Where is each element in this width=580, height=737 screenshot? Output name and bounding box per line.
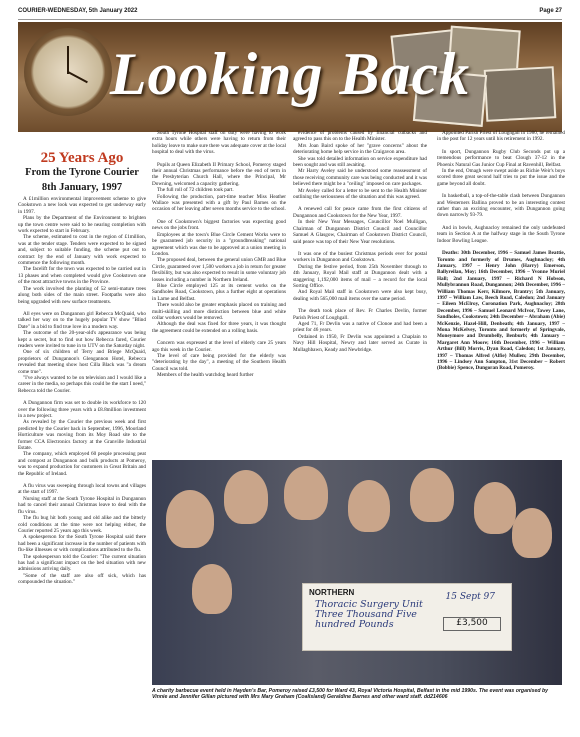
paragraph: Ordained in 1950, Fr Devlin was appointed a Chaplain to Navy Hill Hospital, Newry and later served as Curate in Mullaghbawn, Keady and Newbridge. <box>293 333 427 353</box>
page-header <box>18 6 562 20</box>
column-3 <box>293 130 427 353</box>
paragraph: evidence of problems caused by financial cutbacks and agreed to pass this on to the Health Minister. <box>293 130 427 143</box>
paragraph: "I've always wanted to be on television and I would like a career in the media, so perhaps this could be the start I need," Rebecca told the Courier. <box>18 374 146 394</box>
header-page-number: Page 27 <box>539 8 562 14</box>
cheque-amount: £3,500 <box>443 617 501 631</box>
paragraph: The full roll of 72 children took part. <box>157 187 234 194</box>
paragraph: A flu virus was sweeping through local towns and villages at the start of 1997. <box>18 483 146 496</box>
paragraph: Aged 71, Fr Devlin was a native of Clonoe and had been a priest for 46 years. <box>293 320 427 334</box>
paragraph: A spokesperson for the South Tyrone Hospital said there had been a significant increase in the number of patients with flu-like illnesses or with complications attributed to the flu. <box>18 534 146 554</box>
paragraph: Plans by the Department of the Environment to brighten up the town centre were said to be nearing completion with work expected to start in February. <box>18 215 146 235</box>
paragraph: South Tyrone Hospital staff on duty were having to work extra hours while others were having to return from their holiday leave to make sure there was adequate cover at the local hospital to deal with the virus. <box>152 130 286 156</box>
cheque-bank-label: NORTHERN <box>309 588 355 597</box>
paragraph: Blue Circle employed 125 at its cement works on the Sandholes Road, Cookstown, plus a further eight at operations in Larne and Belfast. <box>152 282 286 302</box>
charity-photo <box>152 460 562 685</box>
paragraph: Nursing staff at the South Tyrone Hospital in Dungannon had to cancel their annual Christmas leave to deal with the flu virus. <box>18 495 146 515</box>
paragraph: The spokesperson told the Courier: "The current situation has had a significant impact on the bed situation with new admissions arriving daily. <box>18 553 146 573</box>
paragraph: The level of care being provided for the elderly was "deteriorating by the day", a meeting of the Southern Health Council was told. <box>152 353 286 372</box>
charity-cheque <box>302 583 512 651</box>
article-source: From the Tyrone Courier <box>25 167 139 178</box>
paragraph: It was one of the busiest Christmas periods ever for postal workers in Dungannon and Cookstown. <box>293 250 427 264</box>
paragraph: The company, which employed 60 people processing peat and compost at Dungannon and bulk products at Pomeroy, was to expand production for customers in Great Britain and the Republic of Ireland. <box>18 451 146 477</box>
deaths-list: Deaths: 30th December, 1996 – Samuel James Beattie, Toronto and formerly of Drumes, Aughnacloy; 4th January, 1997 – Henry John (Harry) Emerson, Ballyreilan, Moy; 16th December, 1996 – Yvonne Muriel Hall; 2nd January, 1997 – Richard N Hobson, Mullybrannon Road, Dungannon; 24th December, 1996 – William Thomas Kerr, Kilmore, Brantry; 5th January, 1997 – William Law, Beech Road, Caledon; 2nd January – Eileen McElroy, Coronation Park, Aughnacloy; 28th December, 1996 – Samuel Leonard McIvor, Tawey Lane, Sandholes, Cookstown; 24th December – Abraham (Abie) McKenzie, Hazel-Hill, Denbeath; 4th January, 1997 – Mona McKelvey, Toronto and formerly of Springvale, Moneymore and Drumbelly, Benburb; 4th January – Margaret Ann Moore; 16th December, 1996 – William Arthur (Bill) Morris, Dyan Road, Caledon; 1st January, 1997 – Thomas Alfred (Alfie) Mullen; 29th December, 1996 – Lindsey Ann Sampton, 31st December – Robert (Bobbie) Spence, Dungoran Road, Pomeroy. <box>437 250 565 372</box>
paragraph: In their New Year Messages, Councillor Noel Mulligan, Chairman of Dungannon District Council and Councillor Samuel A Glasgow, Chairman of Cookstown District Council, said peace was top of their New Year resolutions. <box>293 219 427 245</box>
paragraph: One of six children of Terry and Briege McQuaid, proprietors of Dungannon's Glengannon Hotel, Rebecca revealed that meeting show host Cilla Black was "a dream come true". <box>18 349 146 375</box>
paragraph: During the festive period, from 25th November through to 4th January, Royal Mail staff at Dungannon dealt with a staggering 1,192,000 items of mail – a record for the local Sorting Office. <box>293 263 427 289</box>
paragraph: Concern was expressed at the level of elderly care 25 years ago this week in the Courier. <box>152 340 286 353</box>
banner <box>18 22 562 132</box>
column-2 <box>152 130 286 379</box>
paragraph: And Royal Mail staff in Cookstown were also kept busy, dealing with 565,000 mail items over the same period. <box>293 289 427 302</box>
paragraph: Following the production, part-time teacher Miss Heather Wallace was presented with a gift by Paul Barnes on the occasion of her leaving after seven months service to the school. <box>152 193 286 213</box>
paragraph: Members of the health watchdog heard further <box>157 372 254 379</box>
paragraph: Although the deal was fixed for three years, it was thought the agreement could be extended on a rolling basis. <box>152 321 286 334</box>
paragraph: Mrs Joan Baird spoke of her "grave concerns" about the deteriorating home help service in the Craigavon area. <box>293 142 427 156</box>
paragraph: The proposed deal, between the general union GMB and Blue Circle, guaranteed over 1,500 workers a job in return for greater flexibility, but was also expected to result in some voluntary job losses including a number in Northern Ireland. <box>152 257 286 283</box>
paragraph: The death took place of Rev. Fr Charles Devlin, former Parish Priest of Loughgall. <box>293 308 427 321</box>
photo-caption: A charity barbecue event held in Hayden's Bar, Pomeroy raised £3,500 for Ward 43, Royal Victoria Hospital, Belfast in the mid 1990s. The event was organised by Vinnie and Jennifer Gillan pictured with Mrs Mary Graham (Coalisland) Geraldine Barnes and other ward staff. dd214606 <box>152 688 549 701</box>
cheque-payee-text: Thoracic Surgery Unit Three Thousand Five hundred Pounds <box>315 599 423 630</box>
paragraph: In basketball, a top-of-the-table clash between Dungannon and Westerners Ballina proved to be an interesting contest rather than an exciting encounter, with Dungannon going down narrowly 93-79. <box>437 193 565 219</box>
paragraph: A £1million environmental improvement scheme to give Cookstown a new look was expected to get underway early in 1997. <box>18 196 146 215</box>
paragraph: Mr Aveley called for a letter to be sent to the Health Minister outlining the seriousness of the situation and this was agreed. <box>293 187 427 201</box>
paragraph: There would also be greater emphasis placed on training and multi-skilling and more distinction between blue and white collar workers would be removed. <box>152 302 286 321</box>
section-title: Looking Back <box>109 41 471 107</box>
article-title: 25 Years Ago <box>40 150 124 166</box>
paragraph: Employees at the town's Blue Circle Cement Works were to be guaranteed job security in a "groundbreaking" national agreement which was due to be approved at a union meeting in London. <box>152 231 286 257</box>
paragraph: One of Cookstown's biggest factories was expecting good news on the jobs front. <box>152 218 286 232</box>
paragraph: Appointed Parish Priest of Loughgall in 1980, he remained in the post for 12 years until his retirement in 1992. <box>437 130 565 143</box>
paragraph: Pupils at Queen Elizabeth II Primary School, Pomeroy staged their annual Christmas performance before the end of term in the Presbyterian Church Hall, where the Principal, Mr Downing, welcomed a capacity gathering. <box>152 161 286 187</box>
cheque-date: 15 Sept 97 <box>445 592 495 602</box>
paragraph: The facelift for the town was expected to be carried out in 13 phases and when completed would give Cookstown one of the most attractive towns in the Province. <box>18 266 146 286</box>
paragraph: In the end, Omagh were swept aside as Richie Weir's boys scored three great second half tries to put the issue and the game beyond all doubt. <box>437 168 565 187</box>
column-1 <box>18 196 146 586</box>
paragraph: A Dungannon firm was set to double its workforce to 120 over the following three years with a £8.8million investment in a new project. <box>18 400 146 419</box>
paragraph: The flu bug hit both young and old alike and the bitterly cold conditions at the time were not helping either, the Courier reported 25 years ago this week. <box>18 515 146 534</box>
column-4 <box>437 130 565 372</box>
paragraph: The work involved the planting of 52 semi-mature trees along both sides of the main street. Footpaths were also being upgraded with new surface treatments. <box>18 285 146 305</box>
paragraph: A renewed call for peace came from the first citizens of Dungannon and Cookstown for the New Year, 1997. <box>293 206 427 219</box>
article-date: 8th January, 1997 <box>41 182 123 193</box>
paragraph: And in bowls, Aughnacloy remained the only undefeated team in Section A at the halfway stage in the South Tyrone Indoor Bowling League. <box>437 224 565 244</box>
header-publication: COURIER-WEDNESDAY, 5th January 2022 <box>18 8 138 14</box>
paragraph: Mr Harry Aveley said he understood some reassessment of those receiving community care was being conducted and it was believed there might be a "ceiling" imposed on care packages. <box>293 168 427 188</box>
paragraph: The scheme, estimated to cost in the region of £1million, was at the tender stage. Tenders were expected to be signed and, subject to suitable funding, the scheme put out to contract by the end of January with work expected to commence the following month. <box>18 234 146 267</box>
paragraph: As revealed by the Courier the previous week and first predicted by the Courier back in September, 1996, Moorland Horticulture was moving from its Moy Road site to the former CCA Electronics factory at the Granville Industrial Estate. <box>18 419 146 452</box>
paragraph: In sport, Dungannon Rugby Club Seconds put up a tremendous performance to beat Clough 37-12 in the Phoenix Natural Gas Junior Cup Final at Ravenhill, Belfast. <box>437 148 565 168</box>
paragraph: All eyes were on Dungannon girl Rebecca McQuaid, who talked her way on to the hugely popular TV show "Blind Date" in a bid to find true love in a modern way. <box>18 310 146 330</box>
paragraph: "Some of the staff are also off sick, which has compounded the situation." <box>18 572 146 586</box>
paragraph: The outcome of the 20-year-old's appearance was being kept a secret, but to find out how Rebecca fared, Courier readers were invited to tune in to UTV on the Saturday night. <box>18 330 146 349</box>
paragraph: She was told detailed information on service expenditure had been sought and was still awaiting. <box>293 155 427 169</box>
